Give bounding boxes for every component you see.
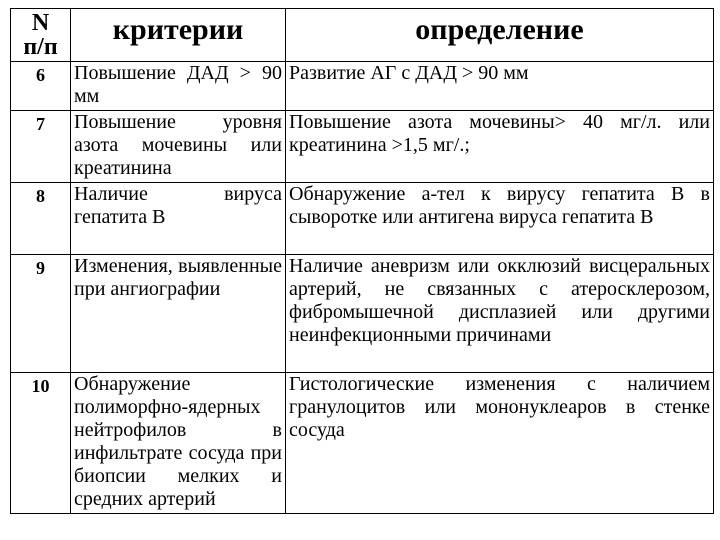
row-number: 9	[11, 255, 71, 373]
row-criterion: Обнаружение полиморфно-ядерных нейтрофилов в инфильтрате сосуда при биопсии мелких и средних артерий	[71, 373, 286, 514]
header-number	[11, 9, 71, 62]
table-row	[11, 255, 714, 373]
row-criterion: Повышение уровня азота мочевины или креатинина	[71, 111, 286, 183]
table-row	[11, 62, 714, 111]
row-definition: Наличие аневризм или окклюзий висцеральных артерий, не связанных с атеросклерозом, фибромышечной дисплазией или другими неинфекционными причинами	[286, 255, 714, 373]
table-row	[11, 183, 714, 255]
row-criterion: Повышение ДАД > 90 мм	[71, 62, 286, 111]
row-number: 6	[11, 62, 71, 111]
row-criterion: Наличие вируса гепатита В	[71, 183, 286, 255]
row-definition: Гистологические изменения с наличием гранулоцитов или мононуклеаров в стенке сосуда	[286, 373, 714, 514]
header-number-line1: N	[31, 10, 50, 36]
row-number: 10	[11, 373, 71, 514]
row-number: 7	[11, 111, 71, 183]
header-row	[11, 9, 714, 62]
table-row	[11, 373, 714, 514]
criteria-table	[10, 8, 714, 514]
header-definition: определение	[286, 9, 714, 62]
row-definition: Обнаружение а-тел к вирусу гепатита В в сыворотке или антигена вируса гепатита В	[286, 183, 714, 255]
row-definition: Развитие АГ с ДАД > 90 мм	[286, 62, 714, 111]
table-row	[11, 111, 714, 183]
header-criteria: критерии	[71, 9, 286, 62]
row-number: 8	[11, 183, 71, 255]
header-number-line2: п/п	[23, 34, 58, 60]
row-definition: Повышение азота мочевины> 40 мг/л. или креатинина >1,5 мг/.;	[286, 111, 714, 183]
row-criterion: Изменения, выявленные при ангиографии	[71, 255, 286, 373]
